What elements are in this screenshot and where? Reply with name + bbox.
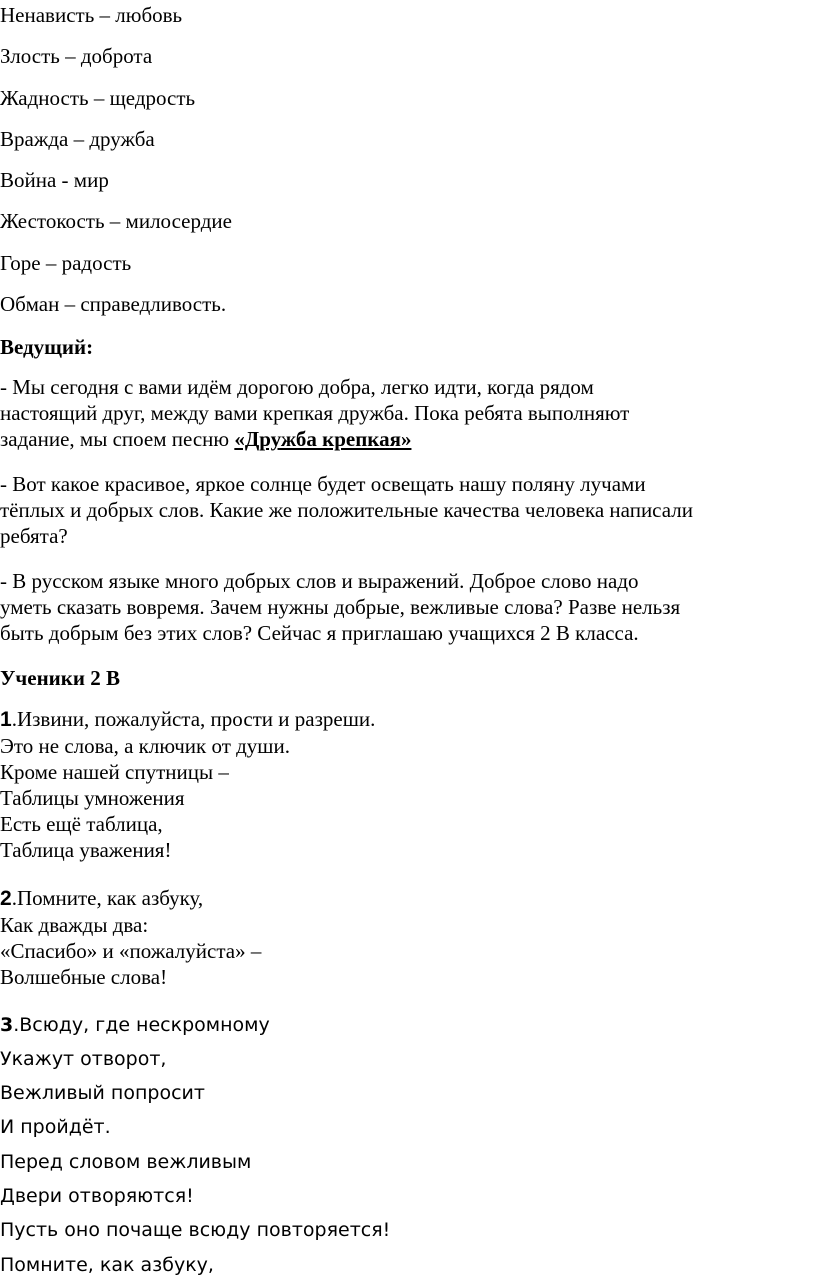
antonym-pair: Ненависть – любовь [0, 3, 183, 27]
antonym-pair: Война - мир [0, 168, 109, 192]
paragraph-text: задание, мы споем песню [0, 427, 235, 451]
host-paragraph-2 [0, 471, 800, 549]
antonym-pair: Жестокость – милосердие [0, 209, 232, 233]
paragraph-line: быть добрым без этих слов? Сейчас я приглашаю учащихся 2 В класса. [0, 621, 639, 645]
poem-line: Кроме нашей спутницы – [0, 760, 229, 784]
paragraph-line: уметь сказать вовремя. Зачем нужны добрые, вежливые слова? Разве нельзя [0, 595, 681, 619]
poem-2 [0, 885, 800, 990]
paragraph-line: - В русском языке много добрых слов и выражений. Доброе слово надо [0, 569, 639, 593]
antonym-pair: Вражда – дружба [0, 127, 155, 151]
poem-text: .Помните, как азбуку, [11, 886, 204, 910]
antonym-pair: Жадность – щедрость [0, 86, 196, 110]
poem-line: Укажут отворот, [0, 1048, 167, 1070]
poem-line: Помните, как азбуку, [0, 1254, 214, 1276]
poem-line [0, 885, 800, 912]
paragraph-line: настоящий друг, между вами крепкая дружба. Пока ребята выполняют [0, 401, 630, 425]
host-heading: Ведущий: [0, 335, 94, 359]
poem-number: 1 [0, 708, 12, 731]
poem-line [0, 706, 800, 733]
poem-line: Пусть оно почаще всюду повторяется! [0, 1219, 391, 1241]
poem-line: Вежливый попросит [0, 1082, 205, 1104]
poem-line: Перед словом вежливым [0, 1151, 252, 1173]
host-paragraph-3 [0, 568, 800, 646]
antonym-pair: Горе – радость [0, 251, 132, 275]
poem-line: Волшебные слова! [0, 965, 168, 989]
poem-text: .Извини, пожалуйста, прости и разреши. [11, 707, 376, 731]
poem-number: 2 [0, 887, 12, 910]
paragraph-line [0, 426, 800, 452]
poem-line [0, 1013, 270, 1037]
poem-line: Таблица уважения! [0, 838, 172, 862]
host-paragraph-1 [0, 374, 800, 452]
poem-line: Таблицы умножения [0, 786, 185, 810]
paragraph-line: - Мы сегодня с вами идём дорогою добра, легко идти, когда рядом [0, 375, 594, 399]
paragraph-line: ребята? [0, 524, 68, 548]
paragraph-line: - Вот какое красивое, яркое солнце будет освещать нашу поляну лучами [0, 472, 646, 496]
poem-line: Есть ещё таблица, [0, 812, 163, 836]
poem-line: «Спасибо» и «пожалуйста» – [0, 939, 262, 963]
antonym-pair: Обман – справедливость. [0, 292, 227, 316]
poem-text: .Всюду, где нескромному [13, 1014, 270, 1036]
students-heading: Ученики 2 В [0, 666, 120, 690]
paragraph-line: тёплых и добрых слов. Какие же положительные качества человека написали [0, 498, 693, 522]
poem-line: Двери отворяются! [0, 1185, 194, 1207]
poem-line: Как дважды два: [0, 913, 149, 937]
poem-line: И пройдёт. [0, 1116, 111, 1138]
poem-line: Это не слова, а ключик от души. [0, 734, 290, 758]
song-title: «Дружба крепкая» [234, 427, 412, 451]
antonym-pair: Злость – доброта [0, 44, 153, 68]
poem-1 [0, 706, 800, 863]
poem-number: 3 [0, 1014, 14, 1036]
